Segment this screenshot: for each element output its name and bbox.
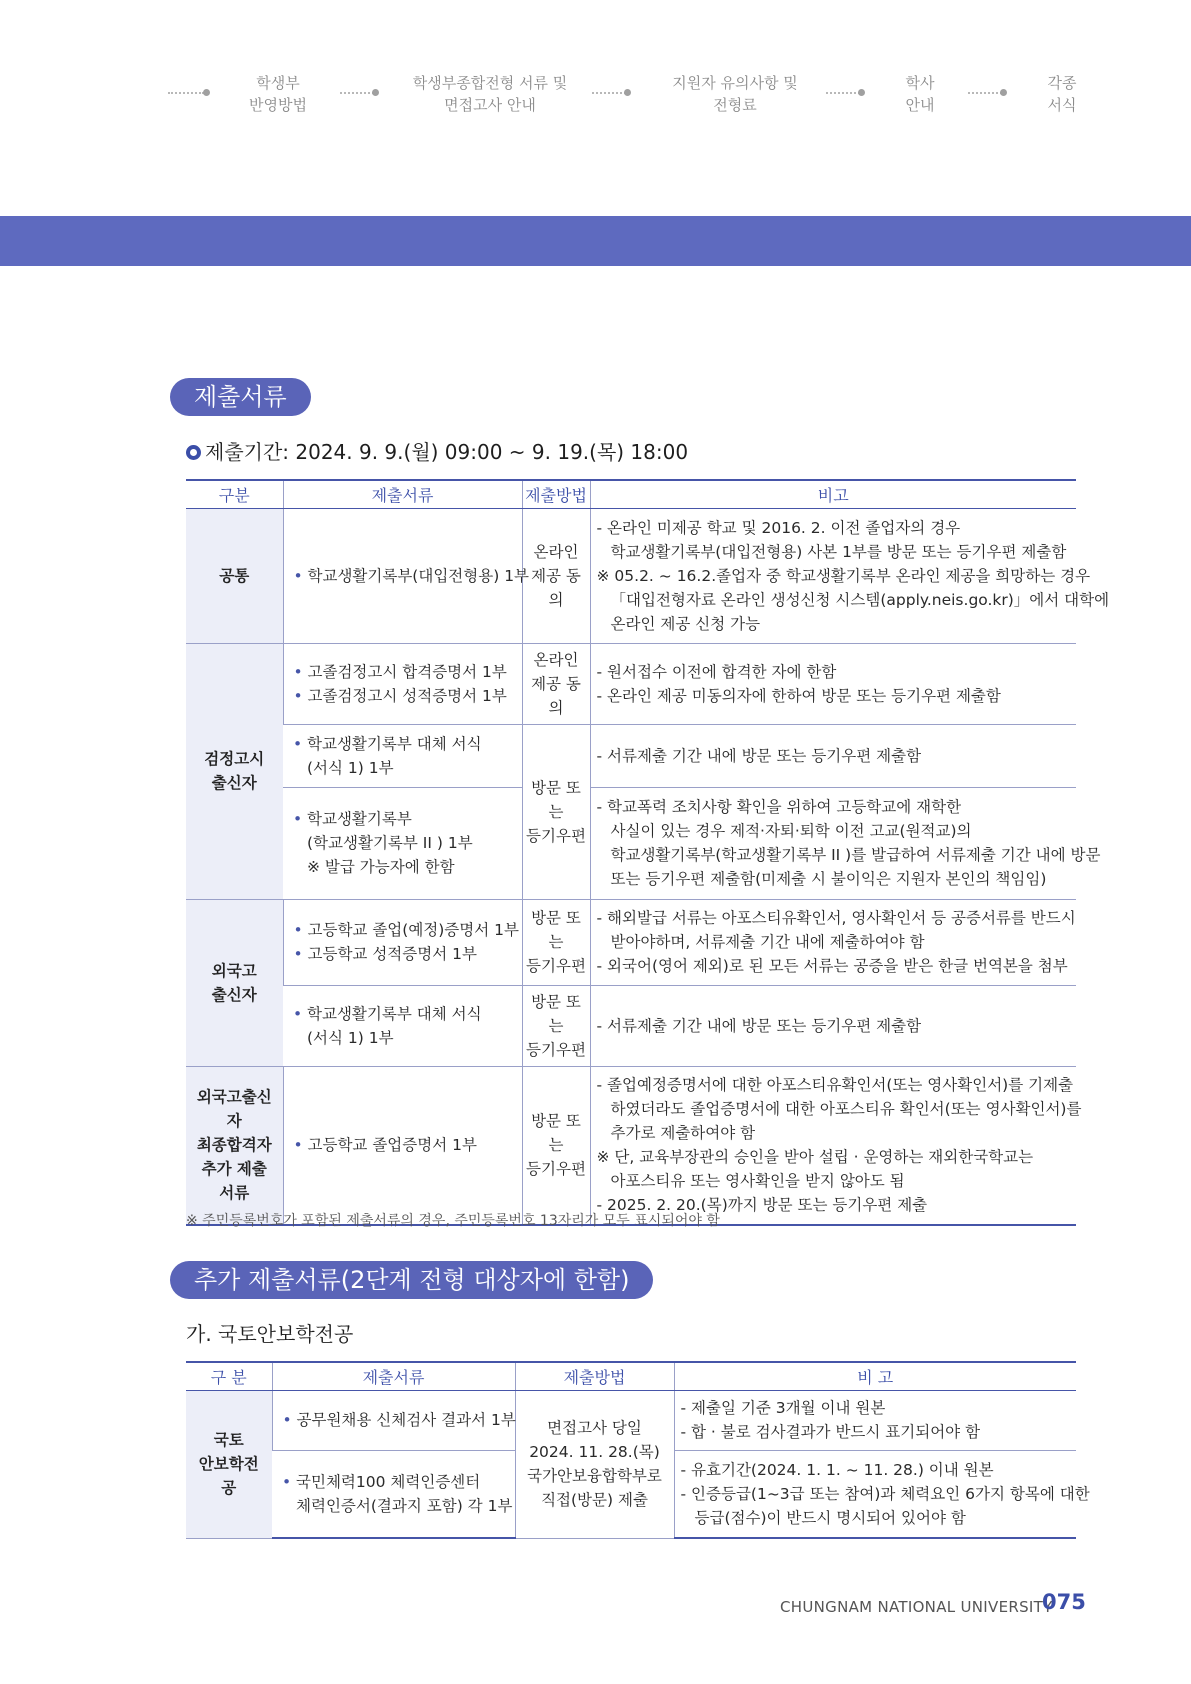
note-line: 아포스티유 또는 영사확인을 받지 않아도 됨 [610, 1172, 905, 1191]
note-line: - 합 · 불로 검사결과가 반드시 표기되어야 함 [680, 1423, 981, 1441]
list-item [290, 660, 516, 684]
nav-item-forms[interactable] [1022, 72, 1102, 116]
document-text: 국민체력100 체력인증센터 [296, 1472, 481, 1491]
header-notes: 비 고 [674, 1362, 1076, 1390]
method-line: 등기우편 [526, 1160, 586, 1179]
document-text: 학교생활기록부 대체 서식 [307, 734, 482, 753]
note-line: 학교생활기록부(학교생활기록부 II )를 발급하여 서류제출 기간 내에 방문 [610, 846, 1101, 864]
category-foreign [186, 899, 283, 1066]
additional-documents-table [186, 1361, 1090, 1539]
nav-item-academic-info[interactable] [880, 72, 960, 116]
nav-connector [340, 92, 374, 94]
section-title-additional: 추가 제출서류(2단계 전형 대상자에 한함) [170, 1261, 653, 1299]
method-cell [522, 985, 590, 1066]
category-line: 외국고출신자 [196, 1088, 272, 1131]
list-item [290, 942, 516, 966]
note-line: - 온라인 미제공 학교 및 2016. 2. 이전 졸업자의 경우 [596, 518, 961, 537]
document-cell [283, 724, 522, 787]
note-line: - 졸업예정증명서에 대한 아포스티유확인서(또는 영사확인서)를 기제출 [596, 1076, 1074, 1095]
method-cell [522, 899, 590, 985]
method-line: 국가안보융합학부로 [527, 1467, 662, 1485]
nav-dot [858, 89, 865, 96]
document-cell [272, 1450, 515, 1538]
header-category: 구분 [186, 480, 283, 508]
table-row [186, 985, 1076, 1066]
notes-cell [590, 643, 1076, 724]
document-cell [283, 787, 522, 899]
notes-cell [674, 1450, 1090, 1538]
note-line: - 원서접수 이전에 합격한 자에 한함 [596, 662, 837, 681]
method-line: 등기우편 [526, 1040, 586, 1059]
document-subtext: 체력인증서(결과지 포함) 각 1부 [296, 1496, 513, 1515]
header-documents: 제출서류 [272, 1362, 515, 1390]
bullet-icon: • [293, 810, 303, 828]
method-line: 등기우편 [526, 957, 586, 975]
page-number: 075 [1042, 1590, 1086, 1614]
nav-item-line1: 학사 [905, 74, 935, 92]
document-text: 학교생활기록부 [307, 810, 412, 828]
list-item [289, 807, 516, 831]
note-line: - 해외발급 서류는 아포스티유확인서, 영사확인서 등 공증서류를 반드시 [596, 909, 1076, 927]
document-text: 고등학교 성적증명서 1부 [307, 945, 477, 963]
bullet-icon: • [293, 734, 303, 753]
category-line: 추가 제출 서류 [201, 1160, 267, 1203]
method-cell [522, 1066, 590, 1225]
note-line: 사실이 있는 경우 제적·자퇴·퇴학 이전 고교(원적교)의 [610, 822, 972, 840]
bullet-icon: • [282, 1411, 292, 1429]
note-line: - 학교폭력 조치사항 확인을 위하여 고등학교에 재학한 [596, 798, 962, 816]
notes-cell [590, 787, 1101, 899]
documents-table [186, 479, 1110, 1226]
subheading-major: 가. 국토안보학전공 [186, 1322, 354, 1346]
header-category: 구 분 [186, 1362, 272, 1390]
submission-period-text: 제출기간: 2024. 9. 9.(월) 09:00 ~ 9. 19.(목) 18:00 [205, 440, 689, 464]
list-item [289, 1002, 516, 1026]
notes-cell [590, 985, 1076, 1066]
notes-cell [590, 508, 1110, 643]
bullet-icon [186, 445, 201, 460]
note-line: - 유효기간(2024. 1. 1. ~ 11. 28.) 이내 원본 [680, 1460, 994, 1479]
method-line: 직접(방문) 제출 [541, 1491, 648, 1509]
category-line: 국토 [213, 1431, 244, 1449]
document-cell [283, 899, 522, 985]
notes-cell [590, 1066, 1082, 1225]
nav-item-line2: 반영방법 [249, 96, 307, 114]
note-line: 또는 등기우편 제출함(미제출 시 불이익은 지원자 본인의 책임임) [610, 870, 1047, 888]
category-line: 검정고시 [204, 750, 265, 768]
list-item [290, 684, 516, 708]
table-row [186, 1066, 1076, 1225]
nav-connector [592, 92, 626, 94]
document-cell [283, 508, 530, 643]
document-cell [283, 1066, 522, 1225]
category-final [186, 1066, 283, 1225]
note-line: - 2025. 2. 20.(목)까지 방문 또는 등기우편 제출 [596, 1196, 928, 1215]
nav-connector [168, 92, 204, 94]
note-line: 온라인 제공 신청 가능 [610, 614, 761, 633]
document-cell [283, 985, 522, 1066]
note-line: 추가로 제출하여야 함 [610, 1124, 756, 1143]
nav-dot [203, 89, 210, 96]
header-documents: 제출서류 [283, 480, 522, 508]
note-line: ※ 05.2. ~ 16.2.졸업자 중 학교생활기록부 온라인 제공을 희망하는 경우 [596, 566, 1091, 585]
bullet-icon: • [293, 566, 303, 585]
category-line: 출신자 [211, 774, 257, 792]
category-ged [186, 643, 283, 899]
method-cell [522, 724, 590, 899]
nav-item-line2: 서식 [1047, 96, 1077, 114]
method-line: 제공 동의 [531, 566, 581, 609]
bullet-icon: • [293, 686, 303, 705]
method-line: 온라인 [533, 542, 579, 561]
category-common: 공통 [186, 508, 283, 643]
document-subtext: ※ 발급 가능자에 한함 [307, 858, 455, 876]
table-header-row [186, 480, 1076, 508]
note-line: 하였더라도 졸업증명서에 대한 아포스티유 확인서(또는 영사확인서)를 [610, 1100, 1082, 1119]
nav-item-applicant-notes[interactable] [660, 72, 810, 116]
category-line: 출신자 [211, 985, 257, 1004]
method-cell [522, 508, 590, 643]
note-line: - 서류제출 기간 내에 방문 또는 등기우편 제출함 [596, 746, 922, 765]
nav-dot [624, 89, 631, 96]
footnote: ※ 주민등록번호가 포함된 제출서류의 경우, 주민등록번호 13자리가 모두 표시되어야 함 [186, 1213, 720, 1229]
bullet-icon: • [282, 1472, 292, 1491]
list-item [278, 1470, 509, 1494]
document-text: 고졸검정고시 성적증명서 1부 [307, 686, 507, 705]
nav-item-line1: 지원자 유의사항 및 [672, 74, 798, 92]
table-row [186, 643, 1076, 724]
table-row [186, 899, 1076, 985]
note-line: 학교생활기록부(대입전형용) 사본 1부를 방문 또는 등기우편 제출함 [610, 542, 1067, 561]
nav-connector [826, 92, 860, 94]
bullet-icon: • [293, 921, 303, 939]
header-method: 제출방법 [515, 1362, 674, 1390]
document-subtext: (학교생활기록부 II ) 1부 [307, 834, 473, 852]
note-line: - 제출일 기준 3개월 이내 원본 [680, 1399, 886, 1417]
note-line: - 외국어(영어 제외)로 된 모든 서류는 공증을 받은 한글 번역본을 첨부 [596, 957, 1068, 975]
document-text: 고졸검정고시 합격증명서 1부 [307, 662, 507, 681]
table-row [186, 508, 1076, 643]
document-cell [283, 643, 522, 724]
nav-item-documents-interview[interactable] [405, 72, 575, 116]
method-line: 방문 또는 [531, 778, 581, 821]
nav-item-line1: 학생부종합전형 서류 및 [412, 74, 568, 92]
top-navigation [0, 64, 1191, 124]
category-security [186, 1390, 272, 1538]
list-item [290, 564, 530, 588]
list-item [290, 918, 519, 942]
note-line: ※ 단, 교육부장관의 승인을 받아 설립 · 운영하는 재외한국학교는 [596, 1148, 1034, 1167]
table-row [186, 1390, 1076, 1450]
document-text: 공무원채용 신체검사 결과서 1부 [296, 1411, 516, 1429]
category-line: 최종합격자 [196, 1136, 272, 1155]
notes-cell [590, 724, 1076, 787]
method-line: 온라인 [533, 650, 579, 669]
document-text: 학교생활기록부(대입전형용) 1부 [307, 566, 530, 585]
bullet-icon: • [293, 1004, 303, 1023]
note-line: 받아야하며, 서류제출 기간 내에 제출하여야 함 [610, 933, 925, 951]
method-line: 제공 동의 [531, 674, 581, 717]
category-line: 안보학전공 [198, 1455, 259, 1497]
document-subtext: (서식 1) 1부 [307, 1028, 394, 1047]
note-line: - 서류제출 기간 내에 방문 또는 등기우편 제출함 [596, 1016, 922, 1035]
document-cell [272, 1390, 515, 1450]
header-method: 제출방법 [522, 480, 590, 508]
note-line: - 온라인 제공 미동의자에 한하여 방문 또는 등기우편 제출함 [596, 686, 1001, 705]
nav-item-line2: 면접고사 안내 [444, 96, 536, 114]
method-line: 2024. 11. 28.(목) [529, 1443, 660, 1461]
method-line: 방문 또는 [531, 992, 581, 1035]
document-text: 고등학교 졸업(예정)증명서 1부 [307, 921, 519, 939]
notes-cell [590, 899, 1076, 985]
document-subtext: (서식 1) 1부 [307, 758, 394, 777]
bullet-icon: • [293, 1136, 303, 1155]
nav-item-record-method[interactable] [238, 72, 318, 116]
nav-connector [968, 92, 1002, 94]
table-row [186, 787, 1076, 899]
table-row [186, 724, 1076, 787]
document-text: 학교생활기록부 대체 서식 [307, 1004, 482, 1023]
header-band [0, 216, 1191, 266]
section-title-documents: 제출서류 [170, 378, 311, 416]
nav-item-line1: 학생부 [256, 74, 300, 92]
note-line: - 인증등급(1~3급 또는 참여)과 체력요인 6가지 항목에 대한 [680, 1484, 1090, 1503]
method-cell [522, 643, 590, 724]
method-line: 방문 또는 [531, 1112, 581, 1155]
nav-dot [1000, 89, 1007, 96]
list-item [279, 1408, 516, 1432]
method-cell [515, 1390, 674, 1538]
bullet-icon: • [293, 945, 303, 963]
notes-cell [674, 1390, 1076, 1450]
note-line: 「대입전형자료 온라인 생성신청 시스템(apply.neis.go.kr)」에서 대학에 [610, 590, 1110, 609]
nav-item-line1: 각종 [1047, 74, 1077, 92]
nav-dot [372, 89, 379, 96]
bullet-icon: • [293, 662, 303, 681]
table-header-row [186, 1362, 1076, 1390]
nav-item-line2: 안내 [905, 96, 935, 114]
nav-item-line2: 전형료 [713, 96, 757, 114]
university-name: CHUNGNAM NATIONAL UNIVERSITY [780, 1598, 1053, 1616]
method-line: 면접고사 당일 [547, 1419, 642, 1437]
note-line: 등급(점수)이 반드시 명시되어 있어야 함 [694, 1508, 966, 1527]
method-line: 등기우편 [526, 826, 586, 845]
submission-period [186, 436, 688, 465]
header-notes: 비고 [590, 480, 1076, 508]
document-text: 고등학교 졸업증명서 1부 [307, 1136, 477, 1155]
list-item [289, 732, 516, 756]
method-line: 방문 또는 [531, 909, 581, 951]
category-line: 외국고 [211, 961, 257, 980]
list-item [290, 1133, 516, 1157]
